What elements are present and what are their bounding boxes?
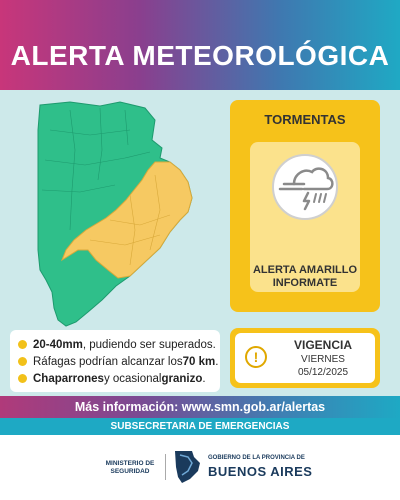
yellow-dot-icon — [18, 340, 27, 349]
gob-line2: BUENOS AIRES — [208, 464, 313, 479]
vigencia-inner — [235, 333, 375, 383]
warning-icon: ! — [245, 346, 267, 368]
footer-divider — [165, 454, 166, 480]
ministerio-logo: MINISTERIO DE SEGURIDAD — [105, 460, 155, 475]
yellow-dot-icon — [18, 374, 27, 383]
vigencia-date: 05/12/2025 — [297, 367, 349, 378]
storm-cloud-icon — [272, 154, 338, 220]
vigencia-title: VIGENCIA — [293, 338, 352, 352]
province-map — [30, 100, 220, 330]
alert-icon-box — [250, 142, 360, 292]
vigencia-day: VIERNES — [301, 354, 345, 365]
alert-title: TORMENTAS — [264, 112, 346, 127]
yellow-dot-icon — [18, 357, 27, 366]
alert-card — [230, 100, 380, 312]
province-logo-icon — [172, 449, 204, 485]
legend-item-hail: Chaparrones y ocasional granizo . — [18, 370, 212, 387]
gob-line1: GOBIERNO DE LA PROVINCIA DE — [208, 455, 305, 461]
storm-cloud-svg — [274, 156, 336, 218]
page-title: ALERTA METEOROLÓGICA — [10, 40, 390, 71]
alert-level: ALERTA AMARILLO INFORMATE — [252, 264, 358, 289]
subsecretaria-bar: SUBSECRETARIA DE EMERGENCIAS — [0, 418, 400, 435]
legend-item-wind: Ráfagas podrían alcanzar los 70 km . — [18, 353, 212, 370]
more-info-link[interactable]: Más información: www.smn.gob.ar/alertas — [0, 396, 400, 418]
alert-legend — [10, 330, 220, 392]
vigencia-card — [230, 328, 380, 388]
legend-item-rain: 20-40mm , pudiendo ser superados. — [18, 336, 212, 353]
